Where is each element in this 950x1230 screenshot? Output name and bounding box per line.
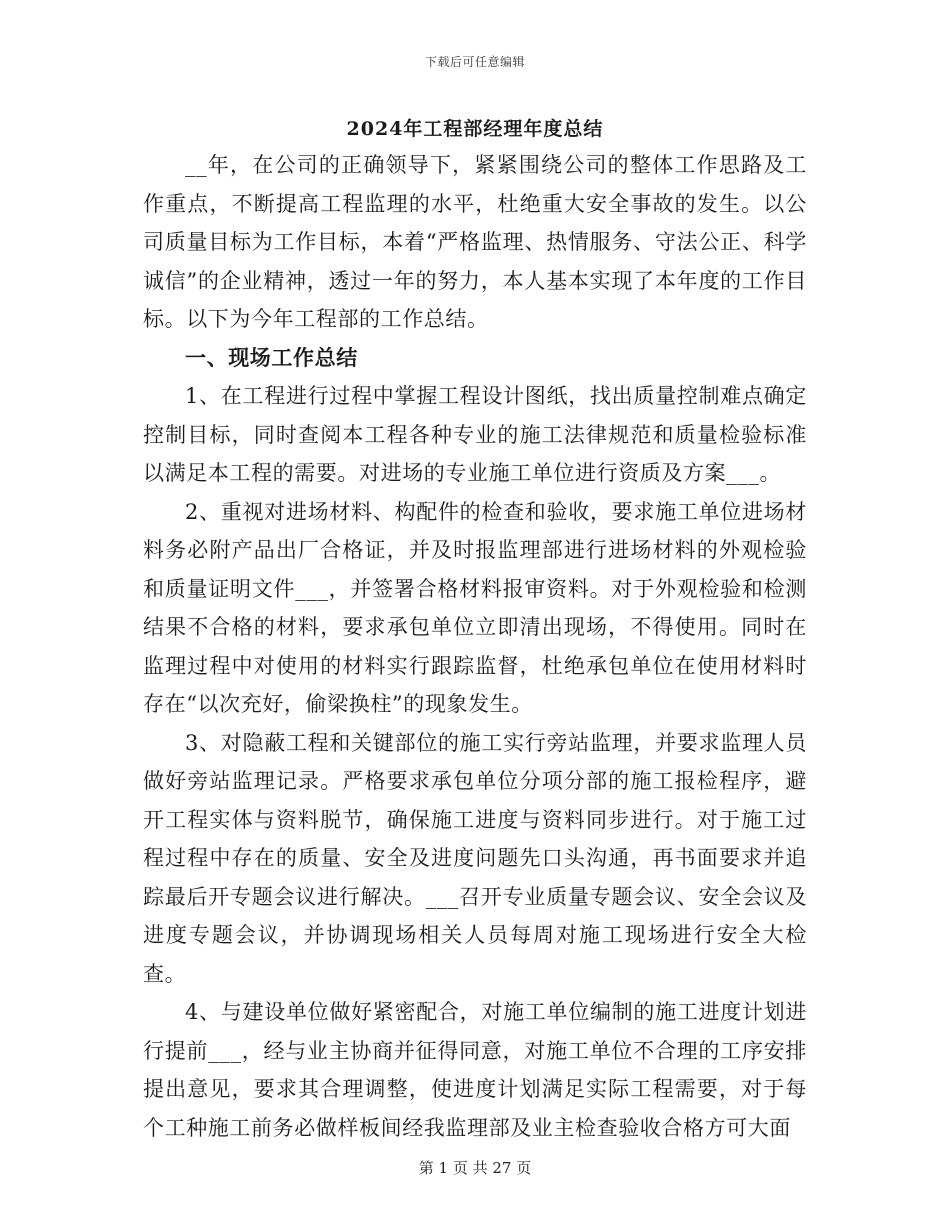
document-title: 2024年工程部经理年度总结 [346,118,604,140]
document-body [143,146,807,1147]
paragraph-item-4: 4、与建设单位做好紧密配合，对施工单位编制的施工进度计划进行提前___，经与业主协商并征得同意，对施工单位不合理的工序安排提出意见，要求其合理调整，使进度计划满足实际工程需要，对于每个工种施工前务必做样板间经我监理部及业主检查验收合格方可大面 [143,1000,807,1140]
page-number: 第 1 页 共 27 页 [418,1159,532,1177]
section-heading: 一、现场工作总结 [185,344,358,370]
paragraph-item-2: 2、重视对进场材料、构配件的检查和验收，要求施工单位进场材料务必附产品出厂合格证，并及时报监理部进行进场材料的外观检验和质量证明文件___，并签署合格材料报审资料。对于外观检验和检测结果不合格的材料，要求承包单位立即清出现场，不得使用。同时在监理过程中对使用的材料实行跟踪监督，杜绝承包单位在使用材料时存在“以次充好，偷梁换柱”的现象发生。 [143,499,807,716]
paragraph-item-1: 1、在工程进行过程中掌握工程设计图纸，找出质量控制难点确定控制目标，同时查阅本工程各种专业的施工法律规范和质量检验标准以满足本工程的需要。对进场的专业施工单位进行资质及方案___。 [143,384,807,485]
paragraph-item-3: 3、对隐蔽工程和关键部位的施工实行旁站监理，并要求监理人员做好旁站监理记录。严格要求承包单位分项分部的施工报检程序，避开工程实体与资料脱节，确保施工进度与资料同步进行。对于施工过程过程中存在的质量、安全及进度问题先口头沟通，再书面要求并追踪最后开专题会议进行解决。___召开专业质量专题会议、安全会议及进度专题会议，并协调现场相关人员每周对施工现场进行安全大检查。 [143,730,807,986]
paragraph-intro: __年，在公司的正确领导下，紧紧围绕公司的整体工作思路及工作重点，不断提高工程监理的水平，杜绝重大安全事故的发生。以公司质量目标为工作目标，本着“严格监理、热情服务、守法公正、科学诚信”的企业精神，透过一年的努力，本人基本实现了本年度的工作目标。以下为今年工程部的工作总结。 [143,153,807,331]
header-note: 下载后可任意编辑 [424,55,525,69]
